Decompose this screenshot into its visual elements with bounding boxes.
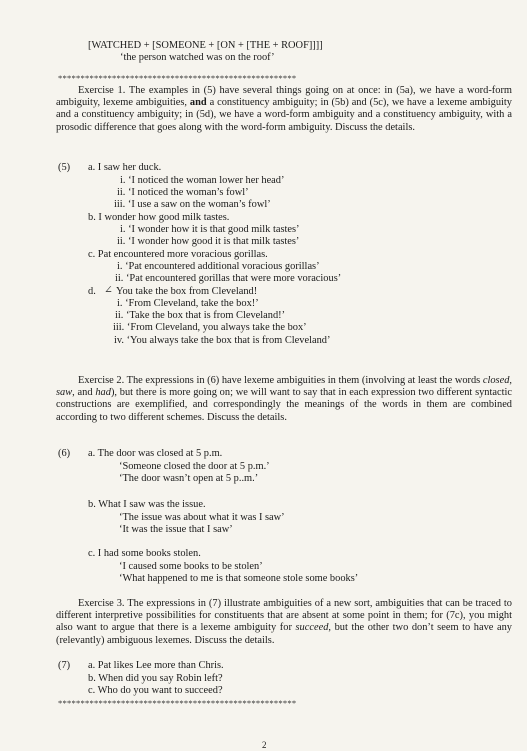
example-6a-gloss-2: ‘The door wasn’t open at 5 p..m.’ [119, 473, 259, 484]
page-number: 2 [262, 740, 267, 750]
exercise-2-text-b: ), but there is more going on; we will want to say that in each expression two different syntactic constructions are exemplified, and correspondingly the meanings of the words in them are combined according to two different schemes. Discuss the details. [56, 387, 512, 423]
example-7a: a. Pat likes Lee more than Chris. [88, 660, 224, 671]
example-5a-iii: iii. ‘I use a saw on the woman’s fowl’ [114, 199, 271, 210]
example-7b: b. When did you say Robin left? [88, 673, 223, 684]
example-5a-i: i. ‘I noticed the woman lower her head’ [120, 175, 285, 186]
example-5d: You take the box from Cleveland! [116, 286, 258, 297]
exercise-1-and: and [189, 97, 207, 109]
example-5a-ii: ii. ‘I noticed the woman’s fowl’ [117, 187, 249, 198]
example-5d-iii: iii. ‘From Cleveland, you always take the box’ [113, 322, 307, 333]
exercise-2-word-closed: closed [482, 375, 510, 386]
exercise-2-sep-1: , [509, 375, 512, 386]
example-6b: b. What I saw was the issue. [88, 499, 206, 510]
exercise-2-paragraph [56, 375, 512, 424]
example-5a: a. I saw her duck. [88, 162, 162, 173]
bracket-gloss: ‘the person watched was on the roof’ [120, 52, 275, 63]
example-5c-i: i. ‘Pat encountered additional voracious gorillas’ [117, 261, 320, 272]
divider-top: ***************************************************** [58, 73, 297, 83]
exercise-3-word-succeed: succeed [295, 622, 329, 634]
example-5d-iv: iv. ‘You always take the box that is from Cleveland’ [114, 335, 331, 346]
example-5b-ii: ii. ‘I wonder how good it is that milk tastes’ [117, 236, 300, 247]
exercise-2-word-saw: saw [56, 387, 73, 399]
example-5b: b. I wonder how good milk tastes. [88, 212, 230, 223]
exercise-3-text-b: , but the other two don’t seem to have any (relevantly) ambiguous lexemes. Discuss the details. [56, 622, 512, 646]
example-5c-ii: ii. ‘Pat encountered gorillas that were more voracious’ [115, 273, 342, 284]
example-5d-ii: ii. ‘Take the box that is from Cleveland!’ [115, 310, 286, 321]
handwritten-mark: ∠ [104, 285, 113, 296]
example-7c: c. Who do you want to succeed? [88, 685, 223, 696]
example-6b-gloss-2: ‘It was the issue that I saw’ [119, 524, 233, 535]
exercise-3-paragraph [56, 598, 512, 647]
example-6a-gloss-1: ‘Someone closed the door at 5 p.m.’ [119, 461, 270, 472]
example-6-number: (6) [58, 448, 71, 459]
example-7-number: (7) [58, 660, 71, 671]
example-6c-gloss-1: ‘I caused some books to be stolen’ [119, 561, 263, 572]
exercise-1-text-b: a constituency ambiguity; in (5b) and (5c), we have a lexeme ambiguity and a constituency ambiguity; in (5d), we have a word-form ambiguity and a constituency ambiguity, with a prosodic difference that goes along with the word-form ambiguity. Discuss the details. [56, 97, 512, 133]
exercise-3-text-a: Exercise 3. The expressions in (7) illustrate ambiguities of a new sort, ambiguities that can be traced to different interpretive possibilities for constituents that are absent at some point in them; for (7c), you might also want to argue that there is a lexeme ambiguity for [56, 598, 512, 634]
exercise-1-text-a: Exercise 1. The examples in (5) have several things going on at once: in (5a), we have a word-form ambiguity, lexeme ambiguities, [56, 85, 512, 109]
example-6c-gloss-2: ‘What happened to me is that someone stole some books’ [119, 573, 359, 584]
exercise-2-word-had: had [95, 387, 111, 399]
example-6a: a. The door was closed at 5 p.m. [88, 448, 223, 459]
example-6b-gloss-1: ‘The issue was about what it was I saw’ [119, 512, 285, 523]
example-5b-i: i. ‘I wonder how it is that good milk tastes’ [120, 224, 300, 235]
example-5-number: (5) [58, 162, 71, 173]
exercise-2-sep-2: , and [72, 387, 96, 399]
bracket-structure: [WATCHED + [SOMEONE + [ON + [THE + ROOF]]]] [88, 40, 323, 51]
example-6c: c. I had some books stolen. [88, 548, 201, 559]
example-5c: c. Pat encountered more voracious gorillas. [88, 249, 268, 260]
example-5d-letter: d. [88, 286, 96, 297]
exercise-1-paragraph [56, 85, 512, 134]
divider-bottom: ***************************************************** [58, 698, 297, 708]
exercise-2-text-a: Exercise 2. The expressions in (6) have lexeme ambiguities in them (involving at least the words [78, 375, 483, 386]
example-5d-i: i. ‘From Cleveland, take the box!’ [117, 298, 259, 309]
